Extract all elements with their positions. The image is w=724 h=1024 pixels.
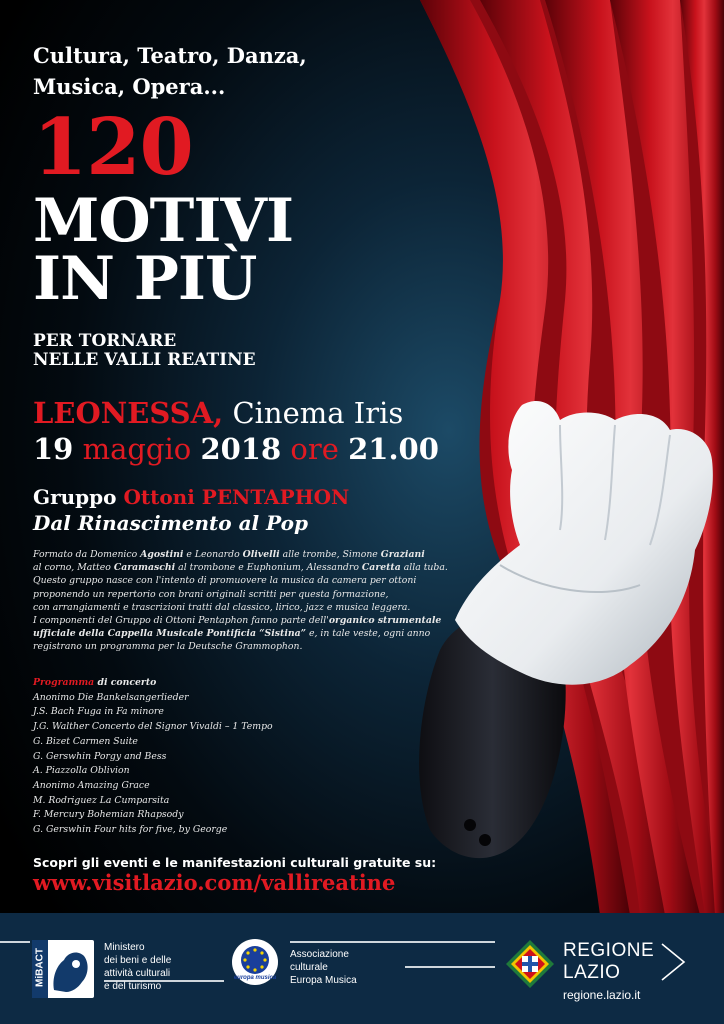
desc-text: e Leonardo xyxy=(183,549,243,560)
desc-name: Caretta xyxy=(361,562,401,574)
programme-item: A. Piazzolla Oblivion xyxy=(33,765,130,777)
footer-divider xyxy=(0,941,30,943)
programme-title-rest: di concerto xyxy=(94,677,157,688)
footer-divider xyxy=(405,966,495,968)
desc-text: al corno, Matteo xyxy=(33,562,114,574)
event-location xyxy=(33,395,513,431)
mibact-line: dei beni e delle xyxy=(104,955,172,966)
description-line-1 xyxy=(33,548,483,561)
programme-item: J.S. Bach Fuga in Fa minore xyxy=(33,706,164,718)
headline-number: 120 xyxy=(33,102,193,193)
desc-text: al trombone e Euphonium, Alessandro xyxy=(175,562,362,574)
mibact-line: e del turismo xyxy=(104,981,162,992)
programme-title-word: Programma xyxy=(33,677,95,688)
programme-title xyxy=(33,676,363,691)
headline-title-line-1: MOTIVI xyxy=(33,186,294,256)
programme-item: G. Gerswhin Four hits for five, by George xyxy=(33,824,228,836)
event-details xyxy=(33,395,513,467)
description-line-6 xyxy=(33,614,483,627)
group-name-line xyxy=(33,484,453,510)
group-heading xyxy=(33,484,453,536)
lazio-line-2: LAZIO xyxy=(563,962,621,983)
tagline-line-2: Musica, Opera... xyxy=(33,74,226,99)
programme-item: G. Gerswhin Porgy and Bess xyxy=(33,750,167,762)
footer-divider xyxy=(290,941,495,943)
programme-item: Anonimo Die Bankelsangerlieder xyxy=(33,691,189,703)
subtitle-line-1: PER TORNARE xyxy=(33,331,177,351)
regione-lazio-name xyxy=(563,940,654,984)
event-time-label: ore xyxy=(290,432,339,466)
description-line-2 xyxy=(33,561,483,574)
europa-logo-text: europa musica xyxy=(233,975,277,981)
event-date xyxy=(33,431,513,467)
mibact-label xyxy=(104,941,224,993)
desc-emphasis: ufficiale della Cappella Musicale Pontificia “Sistina” xyxy=(33,628,306,640)
mibact-logo-text: MiBACT xyxy=(34,948,46,987)
desc-name: Caramaschi xyxy=(113,562,176,574)
event-day: 19 xyxy=(33,432,74,466)
description-line-3: Questo gruppo nasce con l'intento di promuovere la musica da camera per ottoni xyxy=(33,575,417,587)
group-prefix: Gruppo xyxy=(33,485,117,509)
description-line-4: proponendo un repertorio con brani originali scritti per questa formazione, xyxy=(33,588,389,600)
europa-musica-label xyxy=(290,948,400,987)
lazio-line-1: REGIONE xyxy=(563,940,655,961)
tagline xyxy=(33,40,363,102)
programme-list xyxy=(33,676,363,838)
group-name: Ottoni PENTAPHON xyxy=(123,485,350,509)
headline-title-line-2: IN PIÙ xyxy=(33,244,257,314)
europa-musica-logo xyxy=(232,939,278,985)
mibact-logo xyxy=(32,940,94,998)
desc-text: e, in tale veste, ogni anno xyxy=(306,628,431,640)
event-month: maggio xyxy=(82,432,192,466)
desc-text: I componenti del Gruppo di Ottoni Pentaphon fanno parte dell' xyxy=(33,615,329,627)
description-line-5: con arrangiamenti e trascrizioni tratti dal classico, lirico, jazz e musica leggera. xyxy=(33,601,411,613)
desc-name: Olivelli xyxy=(242,549,280,560)
programme-item: G. Bizet Carmen Suite xyxy=(33,735,138,747)
desc-text: alla tuba. xyxy=(400,562,448,574)
event-venue: Cinema Iris xyxy=(232,396,404,430)
desc-name: Graziani xyxy=(380,549,425,560)
europa-line: Europa Musica xyxy=(290,975,357,986)
group-description xyxy=(33,548,483,654)
tagline-line-1: Cultura, Teatro, Danza, xyxy=(33,43,307,68)
event-year: 2018 xyxy=(200,432,282,466)
event-city: LEONESSA, xyxy=(33,396,224,430)
headline-subtitle xyxy=(33,332,363,370)
headline-title xyxy=(33,186,453,314)
desc-text: alle trombe, Simone xyxy=(279,549,381,560)
subtitle-line-2: NELLE VALLI REATINE xyxy=(33,350,256,370)
regione-lazio-url[interactable]: regione.lazio.it xyxy=(563,988,641,1002)
discover-text: Scopri gli eventi e le manifestazioni culturali gratuite su: xyxy=(33,855,437,870)
description-line-7 xyxy=(33,627,483,640)
programme-item: Anonimo Amazing Grace xyxy=(33,779,150,791)
mibact-line: attività culturali xyxy=(104,968,171,979)
programme-item: J.G. Walther Concerto del Signor Vivaldi – 1 Tempo xyxy=(33,721,273,733)
program-title: Dal Rinascimento al Pop xyxy=(33,511,308,535)
desc-emphasis: organico strumentale xyxy=(328,615,442,627)
europa-line: Associazione xyxy=(290,949,349,960)
desc-text: Formato da Domenico xyxy=(33,549,141,560)
mibact-line: Ministero xyxy=(104,942,145,953)
chevron-right-icon xyxy=(660,942,688,982)
description-line-8: registrano un programma per la Deutsche Grammophon. xyxy=(33,641,303,653)
europa-line: culturale xyxy=(290,962,328,973)
programme-item: M. Rodriguez La Cumparsita xyxy=(33,794,170,806)
regione-lazio-crest-icon xyxy=(504,938,556,990)
desc-name: Agostini xyxy=(140,549,184,560)
event-time: 21.00 xyxy=(348,432,439,466)
website-link[interactable]: www.visitlazio.com/vallireatine xyxy=(33,870,396,895)
programme-item: F. Mercury Bohemian Rhapsody xyxy=(33,809,184,821)
